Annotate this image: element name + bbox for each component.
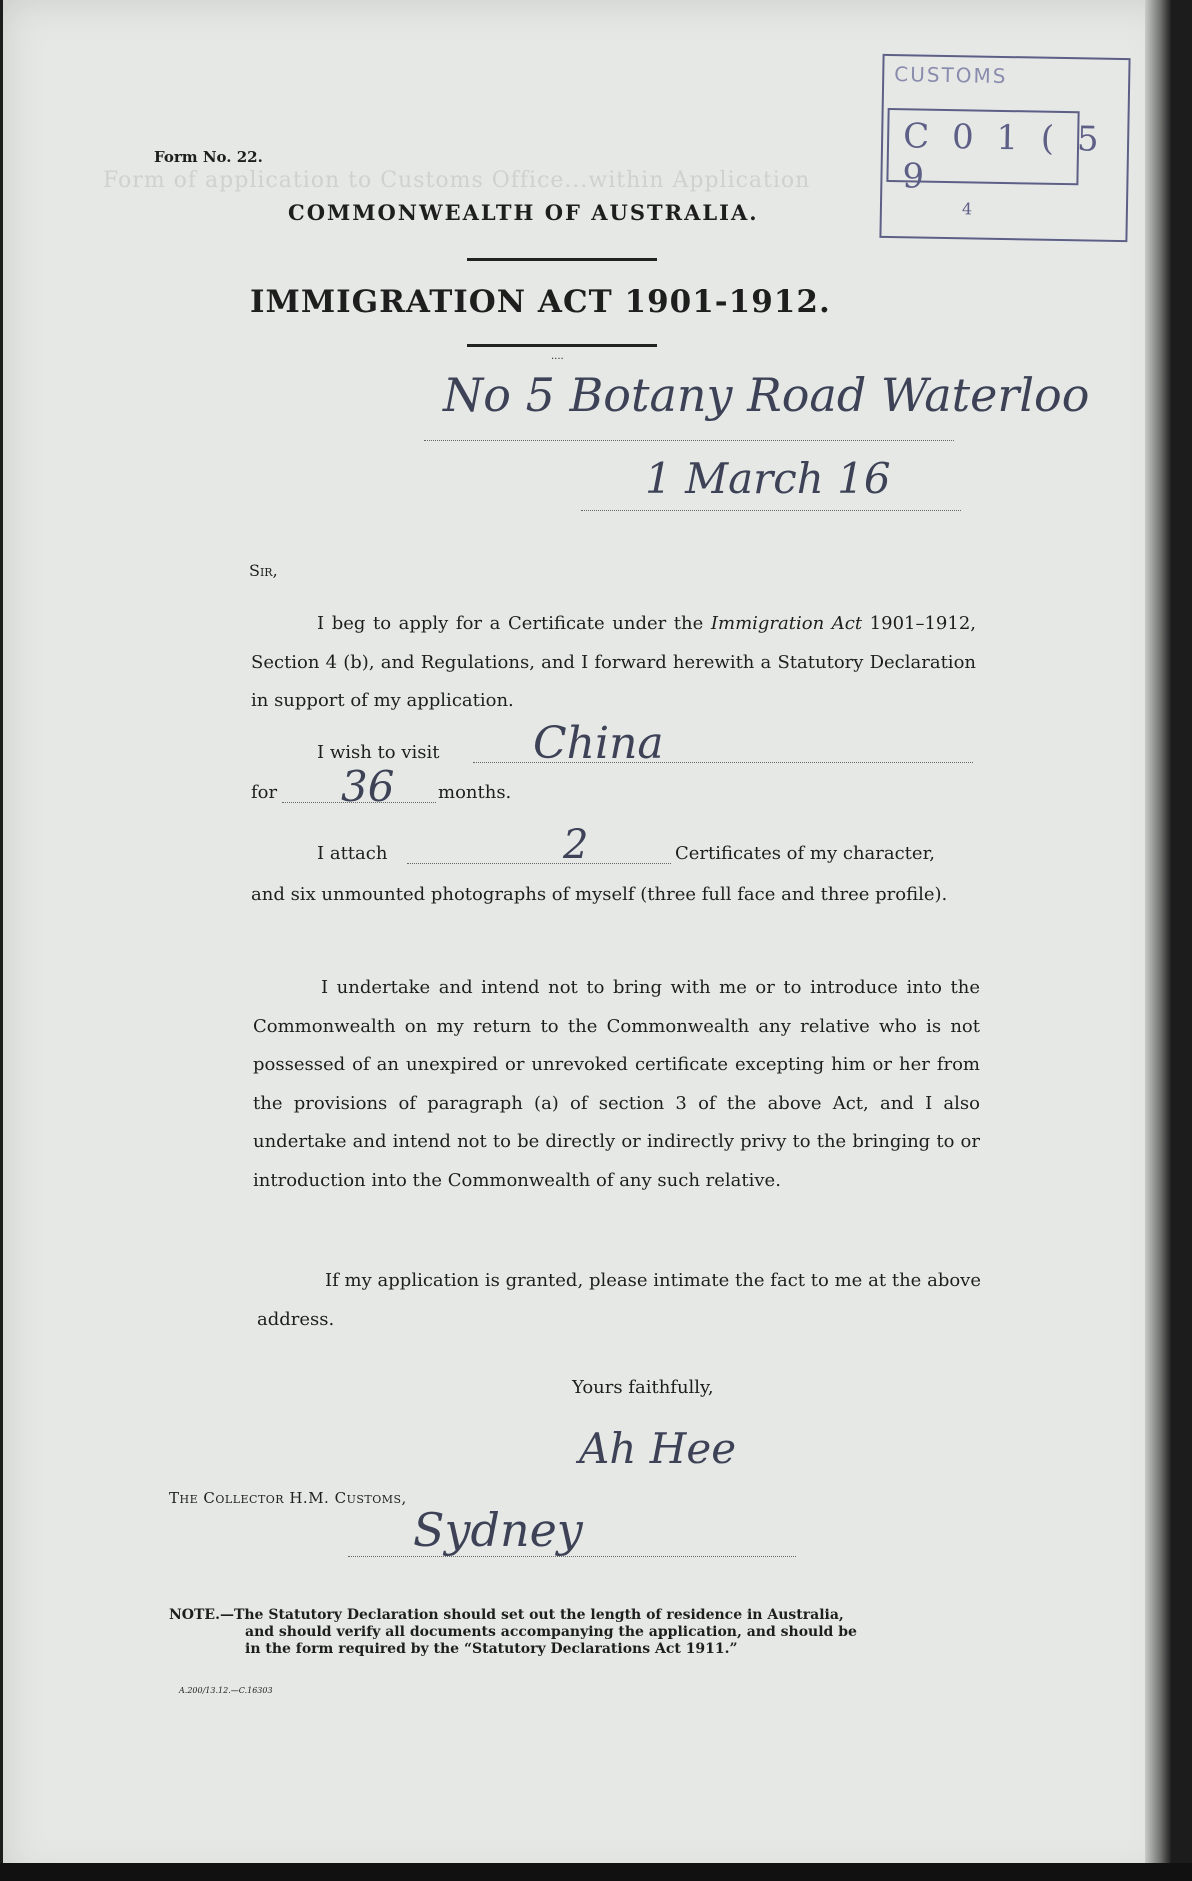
note-block bbox=[169, 1607, 991, 1658]
handwritten-address: No 5 Botany Road Waterloo bbox=[443, 368, 1090, 422]
months-value: 36 bbox=[341, 762, 395, 811]
addressee: The Collector H.M. Customs, bbox=[169, 1489, 407, 1507]
stamp-header: CUSTOMS bbox=[894, 62, 1008, 89]
form-number: Form No. 22. bbox=[154, 148, 263, 166]
address-line bbox=[424, 440, 954, 442]
salutation: Sir, bbox=[249, 561, 278, 580]
handwritten-date: 1 March 16 bbox=[645, 454, 891, 503]
paragraph-intimation: If my application is granted, please intimate the fact to me at the above address. bbox=[257, 1270, 981, 1330]
note-line-3: in the form required by the “Statutory Declarations Act 1911.” bbox=[245, 1641, 738, 1657]
visit-label: I wish to visit bbox=[317, 742, 440, 763]
act-title: IMMIGRATION ACT 1901-1912. bbox=[250, 284, 831, 320]
for-label: for bbox=[251, 782, 278, 803]
visit-destination: China bbox=[533, 718, 664, 769]
page-edge-shadow bbox=[1145, 0, 1171, 1881]
scan-border bbox=[0, 1863, 1192, 1881]
signature: Ah Hee bbox=[579, 1424, 737, 1473]
note-line-1: NOTE.—The Statutory Declaration should set out the length of residence in Australia, bbox=[169, 1607, 844, 1623]
rule-dots: .... bbox=[551, 351, 564, 362]
p1-text-a: I beg to apply for a Certificate under the bbox=[317, 613, 711, 634]
heading-rule-bottom bbox=[467, 344, 657, 347]
paragraph-application bbox=[251, 605, 976, 721]
customs-stamp bbox=[879, 54, 1130, 242]
certificates-label: Certificates of my character, bbox=[675, 843, 935, 864]
attach-label: I attach bbox=[317, 843, 388, 864]
paragraph-undertaking: I undertake and intend not to bring with me or to introduce into the Commonwealth on my return to the Commonwealth any relative who is not possessed of an unexpired or unrevoked certificate excepting him or her from the provisions of paragraph (a) of section 3 of the above Act, and I also undertake and intend not to be directly or indirectly privy to the bringing to or introduction into the Commonwealth of any such relative. bbox=[253, 977, 980, 1191]
handwritten-location: Sydney bbox=[413, 1503, 583, 1557]
act-name: Immigration Act bbox=[710, 613, 863, 634]
document-page bbox=[3, 0, 1171, 1881]
closing-phrase: Yours faithfully, bbox=[572, 1377, 714, 1398]
date-line bbox=[581, 510, 961, 512]
attach-line bbox=[407, 863, 671, 864]
country-heading: COMMONWEALTH OF AUSTRALIA. bbox=[288, 200, 759, 225]
stamp-sub-number: 4 bbox=[961, 199, 973, 219]
p1-text-b: 1901–1912, Section 4 (b), and Regulations, and I forward herewith a Statutory Declaration in support of my application. bbox=[251, 613, 977, 711]
stamp-number: C 0 1 ( 5 9 bbox=[902, 116, 1105, 197]
note-line-2: and should verify all documents accompanying the application, and should be bbox=[245, 1624, 857, 1640]
heading-rule-top bbox=[467, 258, 657, 261]
certificates-count: 2 bbox=[563, 822, 589, 868]
bleed-through-text: Form of application to Customs Office...within Application bbox=[103, 168, 811, 193]
location-line bbox=[348, 1556, 796, 1557]
print-reference: A.200/13.12.—C.16303 bbox=[179, 1686, 273, 1695]
paragraph-photographs: and six unmounted photographs of myself (three full face and three profile). bbox=[251, 884, 948, 905]
months-label: months. bbox=[438, 782, 512, 803]
